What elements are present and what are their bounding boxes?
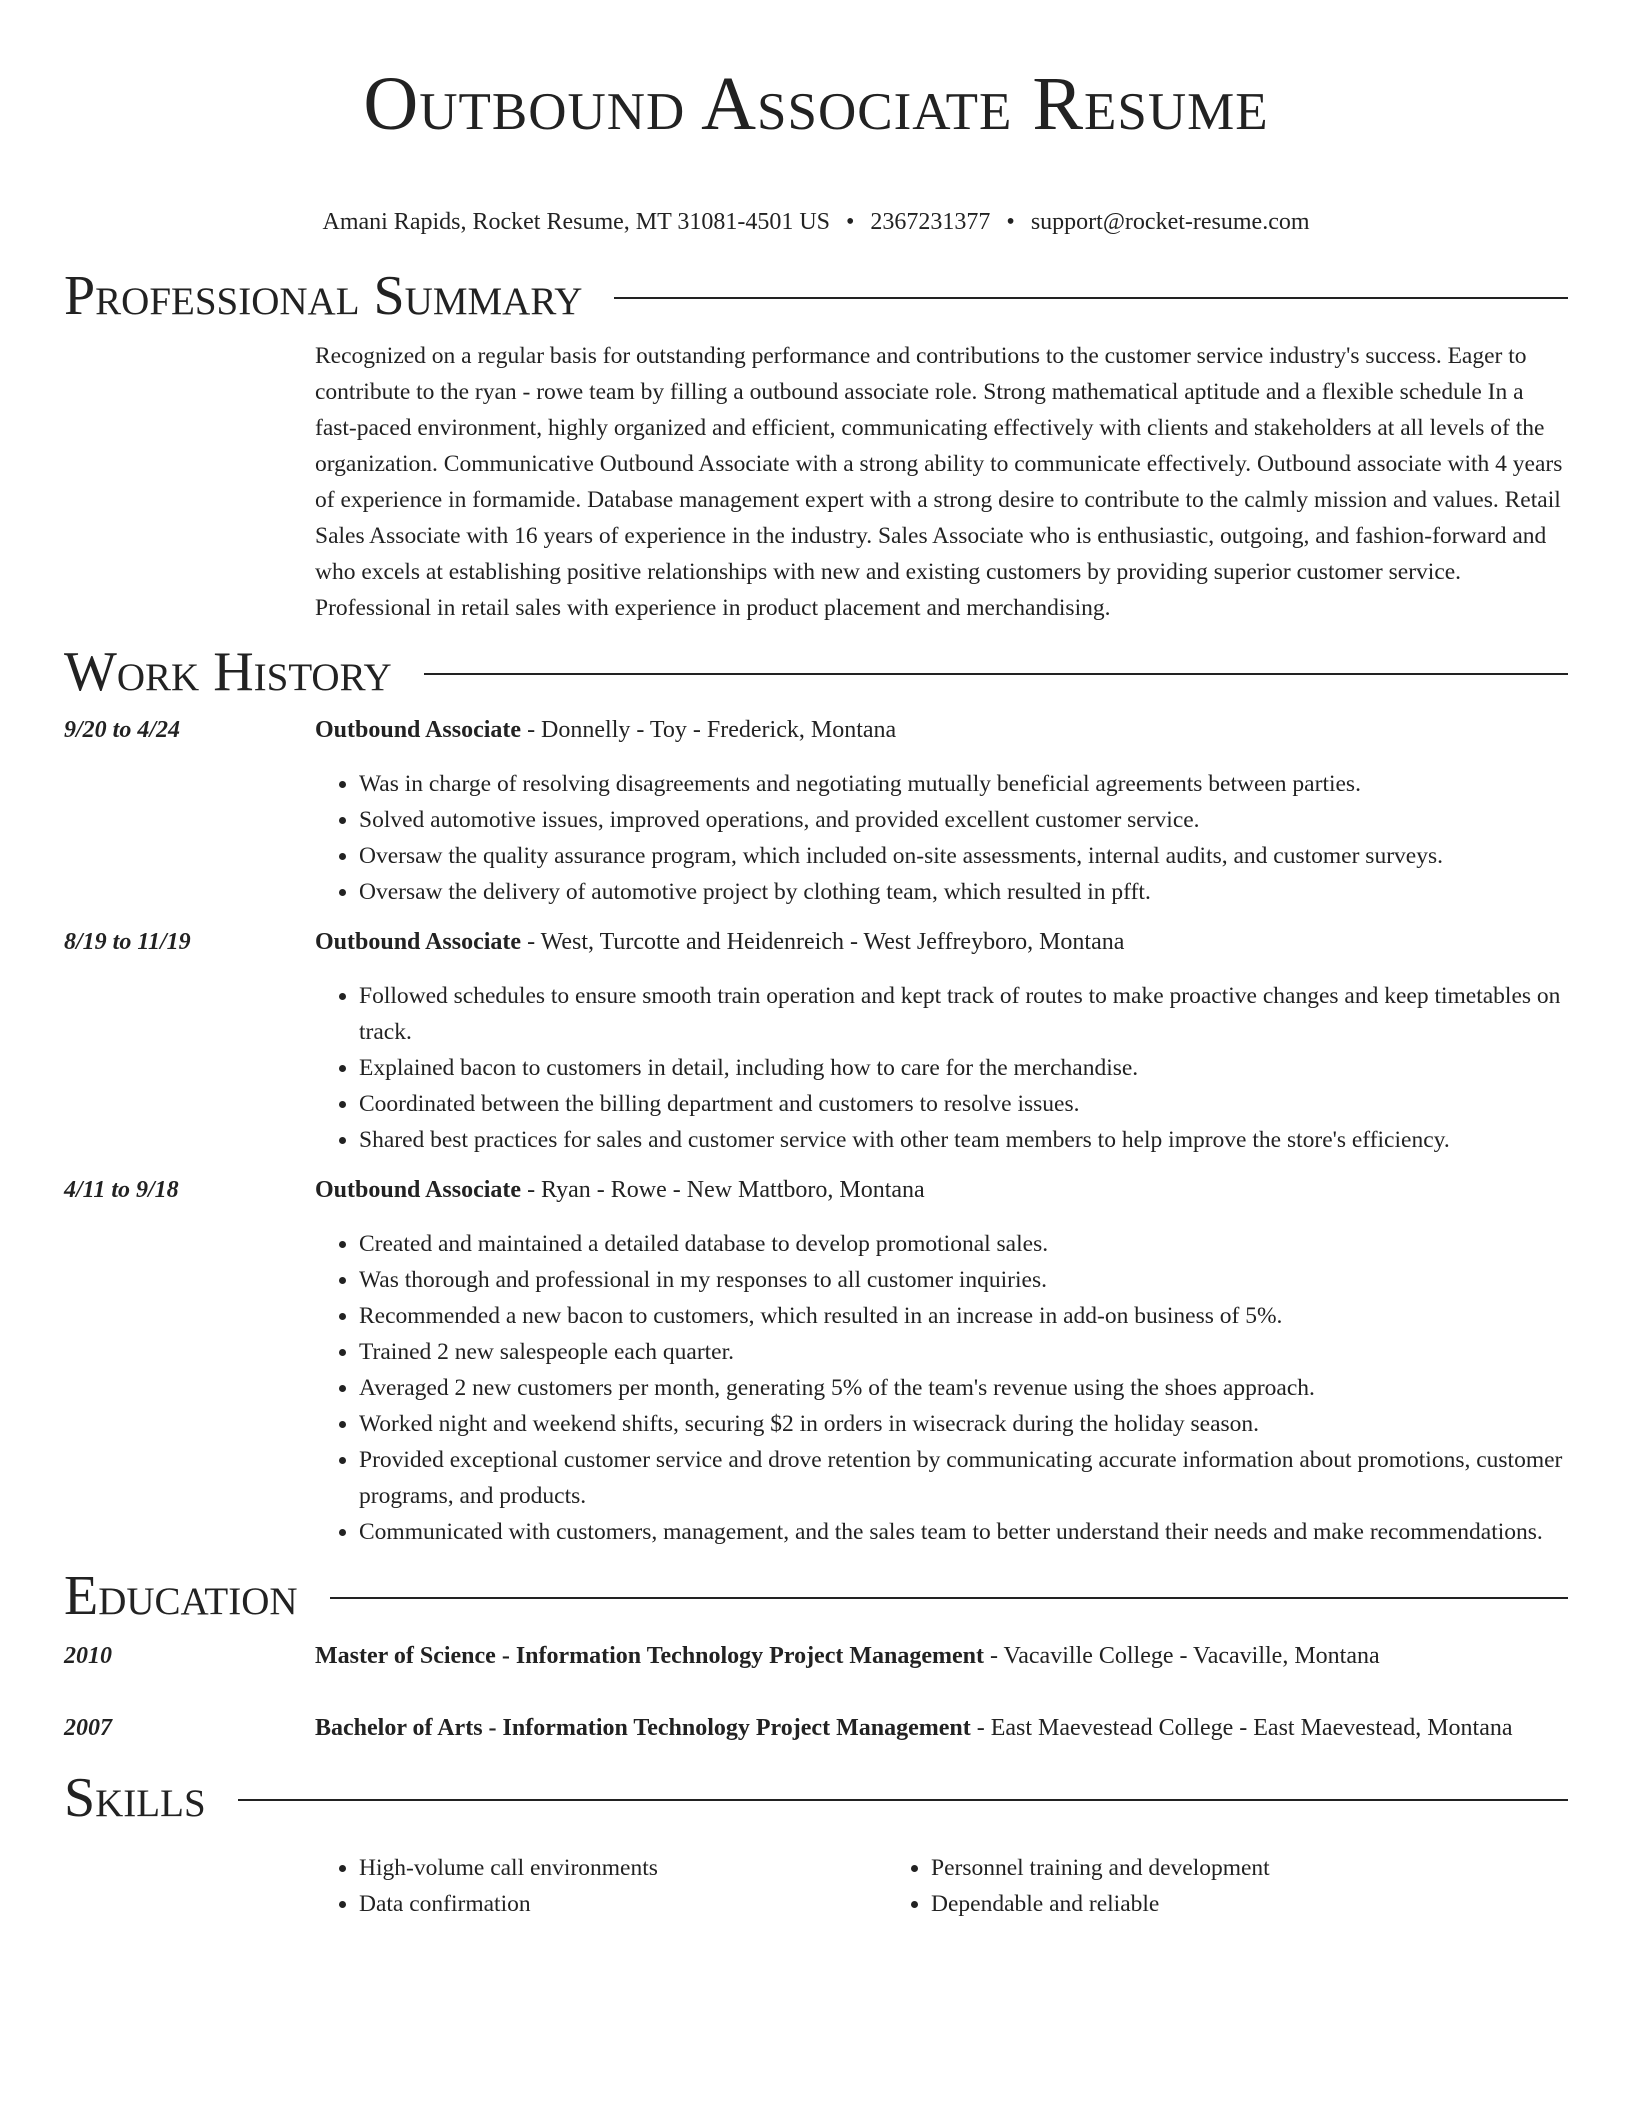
job-bullet: • Was thorough and professional in my responses to all customer inquiries. [359, 1262, 1568, 1298]
education-entry [64, 1710, 1568, 1746]
education-school: - Vacaville College - Vacaville, Montana [984, 1643, 1380, 1669]
summary-spacer [64, 338, 315, 626]
summary-text: Recognized on a regular basis for outstanding performance and contributions to the customer service industry's success. Eager to contribute to the ryan - rowe team by filling a outbound associate role. Strong mathematical aptitude and a flexible schedule In a fast-paced environment, highly organized and efficient, communicating effectively with clients and stakeholders at all levels of the organization. Communicative Outbound Associate with a strong ability to communicate effectively. Outbound associate with 4 years of experience in formamide. Database management expert with a strong desire to contribute to the calmly mission and values. Retail Sales Associate with 16 years of experience in the industry. Sales Associate who is enthusiastic, outgoing, and fashion-forward and who excels at establishing positive relationships with new and existing customers by providing superior customer service. Professional in retail sales with experience in product placement and merchandising. [315, 343, 1563, 621]
education-heading: Education [64, 1565, 298, 1627]
job-company-location: - Donnelly - Toy - Frederick, Montana [521, 717, 897, 743]
skill-item: • Dependable and reliable [931, 1886, 1459, 1922]
job-title: Outbound Associate [315, 1177, 522, 1203]
skills-spacer [64, 1850, 315, 1922]
section-divider [424, 673, 1568, 675]
job-title: Outbound Associate [315, 717, 522, 743]
contact-separator: • [846, 209, 855, 235]
skill-item: • Data confirmation [359, 1886, 887, 1922]
job-bullet: • Was in charge of resolving disagreements and negotiating mutually beneficial agreements between parties. [359, 766, 1568, 802]
section-divider [238, 1799, 1568, 1801]
education-entry [64, 1638, 1568, 1674]
resume-title: Outbound Associate Resume [363, 62, 1269, 146]
job-bullet: • Trained 2 new salespeople each quarter. [359, 1334, 1568, 1370]
contact-address: Amani Rapids, Rocket Resume, MT 31081-4501 US [322, 209, 831, 235]
section-divider [614, 297, 1568, 299]
education-year: 2007 [64, 1715, 112, 1741]
skills-heading: Skills [64, 1767, 206, 1829]
job-bullet: • Explained bacon to customers in detail, including how to care for the merchandise. [359, 1050, 1568, 1086]
job-dates: 9/20 to 4/24 [64, 717, 181, 743]
summary-section-heading [64, 264, 1568, 328]
contact-email: support@rocket-resume.com [1030, 209, 1310, 235]
job-bullet: • Followed schedules to ensure smooth train operation and kept track of routes to make proactive changes and keep timetables on track. [359, 978, 1568, 1050]
job-bullets [315, 1226, 1568, 1550]
skill-item: • Personnel training and development [931, 1850, 1459, 1886]
section-divider [330, 1597, 1568, 1599]
job-bullets [315, 978, 1568, 1158]
job-bullet: • Created and maintained a detailed database to develop promotional sales. [359, 1226, 1568, 1262]
job-bullet: • Shared best practices for sales and customer service with other team members to help improve the store's efficiency. [359, 1122, 1568, 1158]
job-entry [64, 712, 1568, 910]
skills-section-heading [64, 1766, 1568, 1830]
job-bullet: • Solved automotive issues, improved operations, and provided excellent customer service. [359, 802, 1568, 838]
job-bullets [315, 766, 1568, 910]
skill-item: • High-volume call environments [359, 1850, 887, 1886]
contact-phone: 2367231377 [870, 209, 991, 235]
education-degree: Bachelor of Arts - Information Technology Project Management [315, 1715, 971, 1741]
skills-list-right [887, 1850, 1459, 1922]
job-header [315, 1172, 1568, 1208]
job-company-location: - West, Turcotte and Heidenreich - West Jeffreyboro, Montana [521, 929, 1125, 955]
job-dates: 4/11 to 9/18 [64, 1177, 179, 1203]
job-entry [64, 924, 1568, 1158]
job-bullet: • Oversaw the quality assurance program, which included on-site assessments, internal audits, and customer surveys. [359, 838, 1568, 874]
job-bullet: • Worked night and weekend shifts, securing $2 in orders in wisecrack during the holiday season. [359, 1406, 1568, 1442]
job-title: Outbound Associate [315, 929, 522, 955]
job-bullet: • Averaged 2 new customers per month, generating 5% of the team's revenue using the shoes approach. [359, 1370, 1568, 1406]
skills-grid [315, 1850, 1568, 1922]
job-company-location: - Ryan - Rowe - New Mattboro, Montana [521, 1177, 925, 1203]
job-bullet: • Provided exceptional customer service and drove retention by communicating accurate information about promotions, customer programs, and products. [359, 1442, 1568, 1514]
education-school: - East Maevestead College - East Maevestead, Montana [970, 1715, 1513, 1741]
job-bullet: • Communicated with customers, management, and the sales team to better understand their needs and make recommendations. [359, 1514, 1568, 1550]
summary-row [64, 338, 1568, 626]
education-year: 2010 [64, 1643, 112, 1669]
job-dates: 8/19 to 11/19 [64, 929, 191, 955]
job-bullet: • Recommended a new bacon to customers, which resulted in an increase in add-on business of 5%. [359, 1298, 1568, 1334]
skills-list-left [315, 1850, 887, 1922]
contact-line [64, 206, 1568, 238]
skills-row [64, 1850, 1568, 1922]
work-heading: Work History [64, 641, 392, 703]
job-header [315, 924, 1568, 960]
job-entry [64, 1172, 1568, 1550]
education-section-heading [64, 1564, 1568, 1628]
summary-heading: Professional Summary [64, 265, 583, 327]
contact-separator: • [1006, 209, 1015, 235]
job-bullet: • Coordinated between the billing department and customers to resolve issues. [359, 1086, 1568, 1122]
job-bullet: • Oversaw the delivery of automotive project by clothing team, which resulted in pfft. [359, 874, 1568, 910]
job-header [315, 712, 1568, 748]
work-section-heading [64, 640, 1568, 704]
education-degree: Master of Science - Information Technology Project Management [315, 1643, 984, 1669]
